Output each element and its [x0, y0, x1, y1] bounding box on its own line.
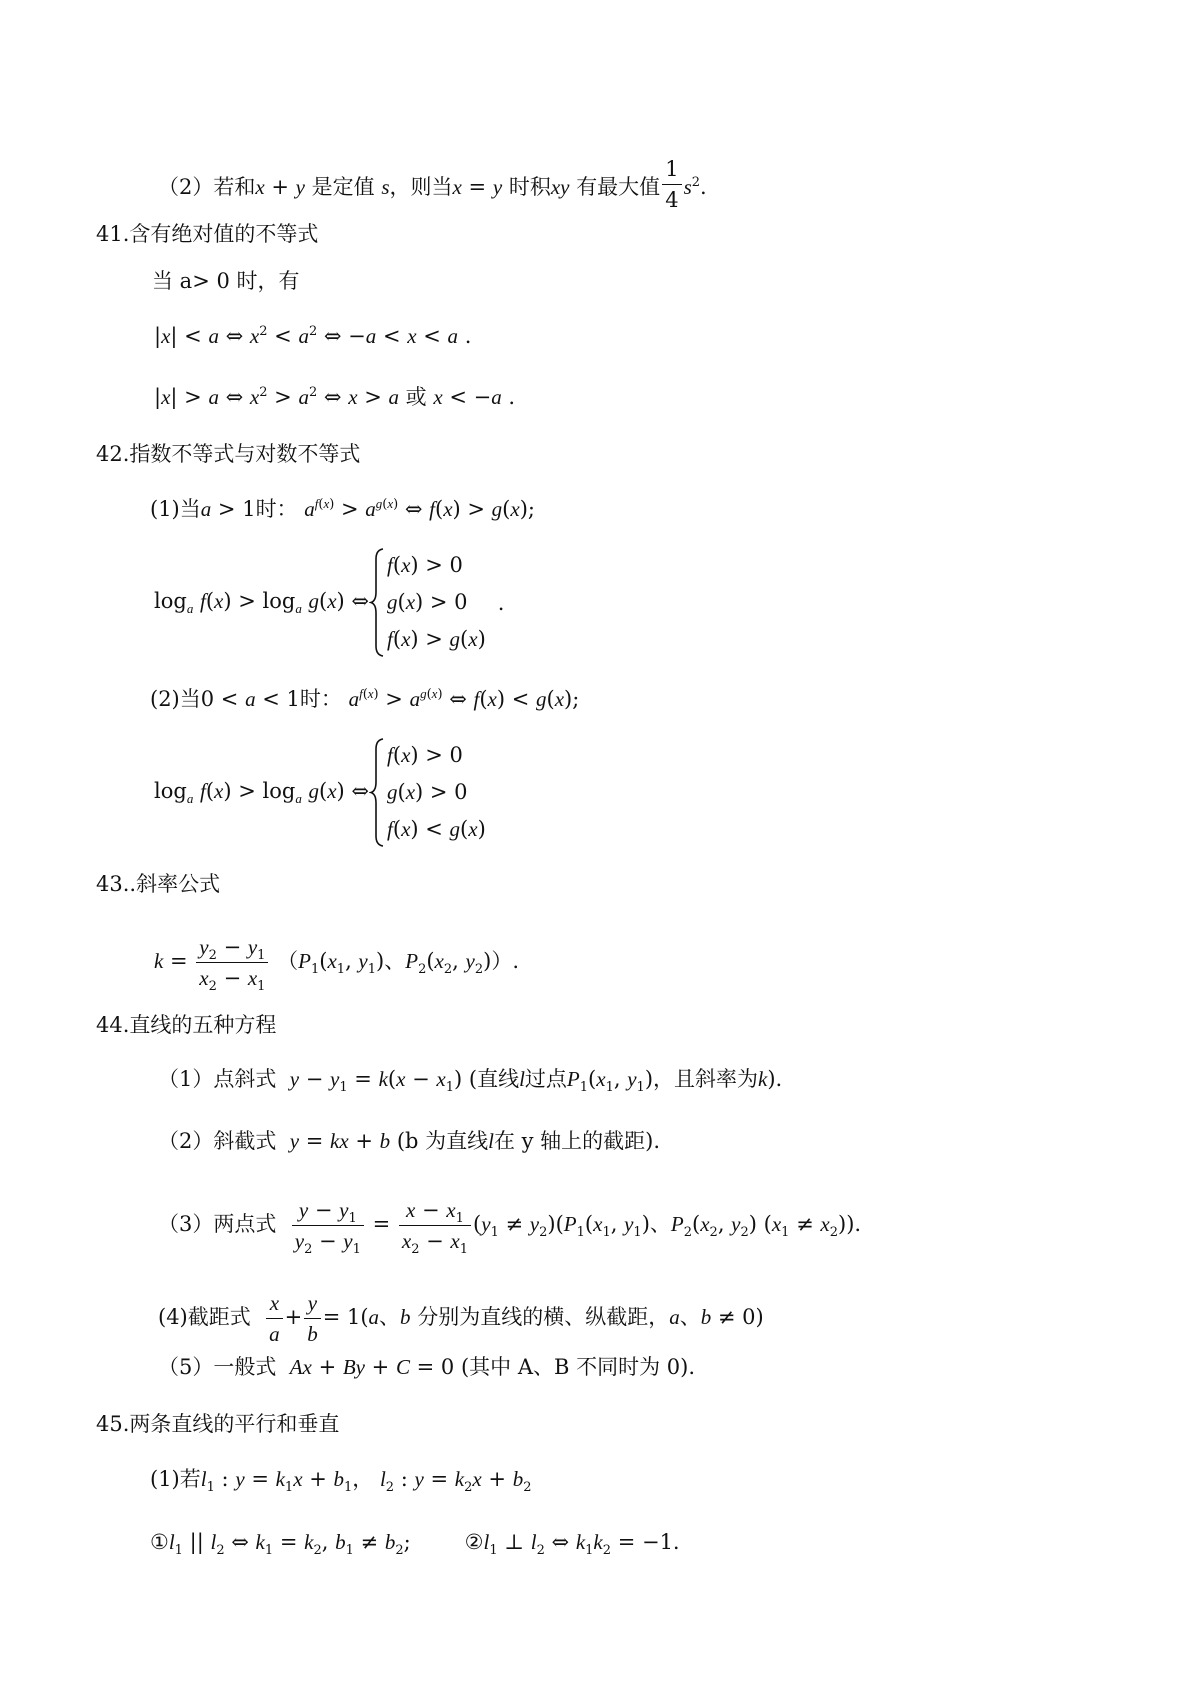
text: (直线	[468, 1067, 520, 1091]
general-form-line: （5）一般式 Ax + By + C = 0 (其中 A、B 不同时为 0).	[158, 1355, 695, 1379]
s41-formula-1: |x| < a ⇔ $x^2 < a^2$ ⇔ −a < x < a .	[154, 324, 472, 348]
s45-case-1: (1)若$l_1$ : $y = k_1x + b_1$， $l_2$ : $y = k_2x + b_2$	[150, 1467, 532, 1496]
fraction: $\frac{x - x_1}{x_2 - x_1}$	[399, 1195, 471, 1256]
fraction	[662, 154, 681, 215]
text: (b 为直线	[396, 1129, 489, 1153]
point-slope-line: （1）点斜式 $y - y_1 = k(x - x_1)$ (直线l过点$P_1(x_1$, $y_1$)，且斜率为k).	[158, 1067, 783, 1096]
text: (2)当	[150, 687, 201, 711]
two-point-line: （3）两点式 $\frac{y - y_1}{y_2 - y_1}$ = $\frac{x - x_1}{x_2 - x_1}$ $(y_1 \ne y_2)(P_1(x_1$, $y_1$)、$P_2(x_2$, $y_2$) $(x_1 \ne x_2)$).	[158, 1195, 861, 1256]
text: (1)当	[150, 497, 201, 521]
text: (4)截距式	[158, 1305, 251, 1329]
slope-intercept-line: （2）斜截式 y = kx + b (b 为直线l在 y 轴上的截距).	[158, 1129, 661, 1153]
slope-formula: k = $\frac{y_2 - y_1}{x_2 - x_1}$ （$P_1(x_1$, $y_1$)、$P_2(x_2$, $y_2$)）.	[154, 932, 519, 993]
text: 、	[384, 949, 406, 973]
s41-intro: 当 a> 0 时，有	[152, 269, 300, 293]
fraction: $\frac{y}{b}$	[304, 1288, 321, 1349]
case-system: f(x) > 0 g(x) > 0 f(x) < g(x)	[369, 737, 486, 848]
text: ，且斜率为	[653, 1067, 759, 1091]
text: 时积	[508, 175, 551, 199]
text: ①	[150, 1530, 169, 1554]
s42-log-case-1: $\log_a f(x) > \log_a g(x)$ ⇔ f(x) > 0 g(x) > 0 f(x) > g(x) .	[154, 547, 504, 658]
text: 分别为直线的横、纵截距，	[417, 1305, 670, 1329]
text: 时：	[255, 497, 298, 521]
section-45-heading: 45.两条直线的平行和垂直	[96, 1412, 340, 1436]
section-41-heading: 41.含有绝对值的不等式	[96, 222, 319, 246]
case-system: f(x) > 0 g(x) > 0 f(x) > g(x)	[369, 547, 486, 658]
text: ，则当	[389, 175, 453, 199]
denominator: 4	[665, 188, 679, 212]
fraction: $\frac{y - y_1}{y_2 - y_1}$	[292, 1195, 364, 1256]
text: 有最大值	[576, 175, 661, 199]
text: 、	[649, 1212, 671, 1236]
numerator: 1	[662, 154, 681, 185]
s42-log-case-2: $\log_a f(x) > \log_a g(x)$ ⇔ f(x) > 0 g(x) > 0 f(x) < g(x)	[154, 737, 486, 848]
left-brace	[369, 547, 385, 658]
fraction: $\frac{y_2 - y_1}{x_2 - x_1}$	[196, 932, 268, 993]
text: 、	[379, 1305, 401, 1329]
s41-formula-2: |x| > a ⇔ $x^2 > a^2$ ⇔ x > a 或 x < −a .	[154, 385, 516, 409]
left-brace	[369, 737, 385, 848]
s45-conditions: $①l_1$ || $l_2$ ⇔ $k_1 = k_2$, $b_1 \ne b_2$; $②l_1$ ⊥ $l_2$ ⇔ $k_1k_2 = -1$.	[150, 1530, 680, 1559]
text: （5）一般式	[158, 1355, 277, 1379]
intercept-line: (4)截距式 $\frac{x}{a}$ + $\frac{y}{b}$ = 1(a、b 分别为直线的横、纵截距，a、b ≠ 0)	[158, 1288, 764, 1349]
text: 在 y 轴上的截距).	[493, 1129, 661, 1153]
amgm-max-line: （2）若和x + y 是定值 s，则当x = y 时积xy 有最大值 $\frac{1}{4}$ $s^2$.	[158, 162, 707, 215]
section-44-heading: 44.直线的五种方程	[96, 1013, 277, 1037]
text: 、	[679, 1305, 701, 1329]
section-42-heading: 42.指数不等式与对数不等式	[96, 442, 361, 466]
text: （3）两点式	[158, 1212, 277, 1236]
section-43-heading: 43..斜率公式	[96, 872, 221, 896]
text: ②	[464, 1530, 484, 1554]
text: 时：	[299, 687, 342, 711]
s42-case-1: (1)当a > 1时： $a^{f(x)} > a^{g(x)}$ ⇔ f(x) > g(x);	[150, 496, 535, 521]
s42-case-2: (2)当0 < a < 1时： $a^{f(x)} > a^{g(x)}$ ⇔ f(x) < g(x);	[150, 686, 580, 711]
text: 或	[405, 385, 427, 409]
text: 是定值	[311, 175, 375, 199]
text: (其中 A、B 不同时为 0).	[460, 1355, 695, 1379]
text: 过点	[524, 1067, 567, 1091]
text: （1）点斜式	[158, 1067, 277, 1091]
text: (1)若	[150, 1467, 201, 1491]
text: （2）若和	[158, 175, 256, 199]
fraction: $\frac{x}{a}$	[266, 1288, 283, 1349]
text: （2）斜截式	[158, 1129, 277, 1153]
